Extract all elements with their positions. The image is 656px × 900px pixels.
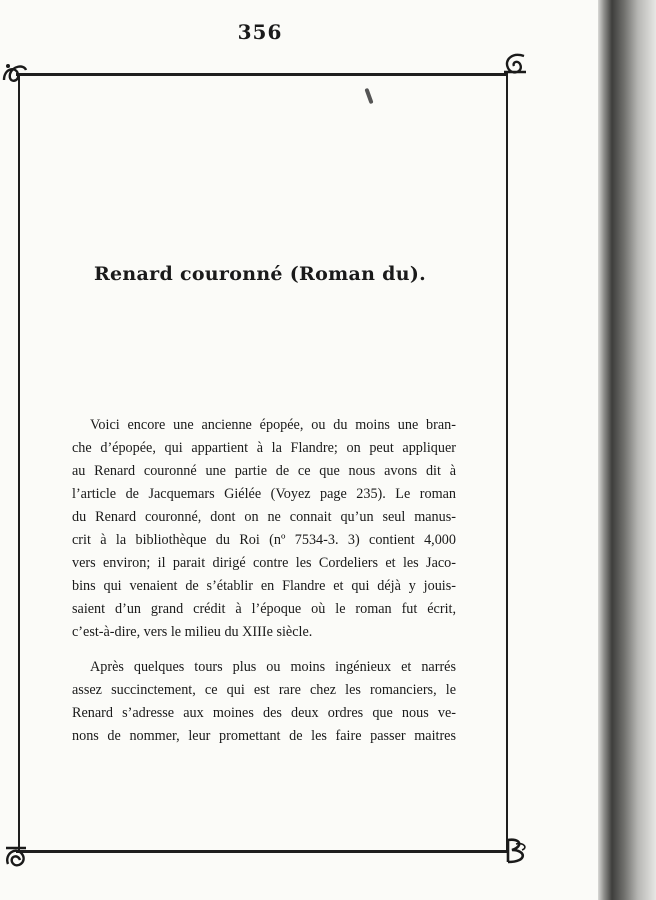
text-line: Voici encore une ancienne épopée, ou du moins une bran- bbox=[90, 417, 456, 433]
text-line: saient d’un grand crédit à l’époque où le roman fut écrit, bbox=[72, 601, 456, 617]
text-line: l’article de Jacquemars Giélée (Voyez page 235). Le roman bbox=[72, 486, 456, 502]
fleuron-icon bbox=[502, 836, 532, 866]
text-line: assez succinctement, ce qui est rare chez les romanciers, le bbox=[72, 682, 456, 698]
frame-border-top bbox=[16, 73, 506, 76]
text-line: nons de nommer, leur promettant de les faire passer maitres bbox=[72, 728, 456, 744]
fleuron-icon bbox=[2, 842, 32, 872]
text-line: crit à la bibliothèque du Roi (nº 7534-3. 3) contient 4,000 bbox=[72, 532, 456, 548]
text-line: du Renard couronné, dont on ne connait qu’un seul manus- bbox=[72, 509, 456, 525]
section-title: Renard couronné (Roman du). bbox=[93, 263, 427, 285]
frame-border-bottom bbox=[16, 850, 506, 853]
text-line: au Renard couronné une partie de ce que nous avons dit à bbox=[72, 463, 456, 479]
text-line: Après quelques tours plus ou moins ingénieux et narrés bbox=[90, 659, 456, 675]
paragraph-1 bbox=[72, 414, 456, 644]
book-gutter bbox=[598, 0, 656, 900]
paragraph-2 bbox=[72, 656, 456, 748]
page-number: 356 bbox=[237, 20, 283, 44]
text-line: che d’épopée, qui appartient à la Flandre; on peut appliquer bbox=[72, 440, 456, 456]
frame-border-right bbox=[506, 73, 508, 853]
fleuron-icon bbox=[0, 58, 30, 88]
fleuron-icon bbox=[500, 48, 530, 78]
frame-border-left bbox=[18, 73, 20, 853]
ink-mark bbox=[364, 88, 373, 104]
text-line: bins qui venaient de s’établir en Flandre et qui déjà y jouis- bbox=[72, 578, 456, 594]
text-line: vers environ; il parait dirigé contre les Cordeliers et les Jaco- bbox=[72, 555, 456, 571]
text-line: c’est-à-dire, vers le milieu du XIIIe siècle. bbox=[72, 624, 313, 640]
text-line: Renard s’adresse aux moines des deux ordres que nous ve- bbox=[72, 705, 456, 721]
